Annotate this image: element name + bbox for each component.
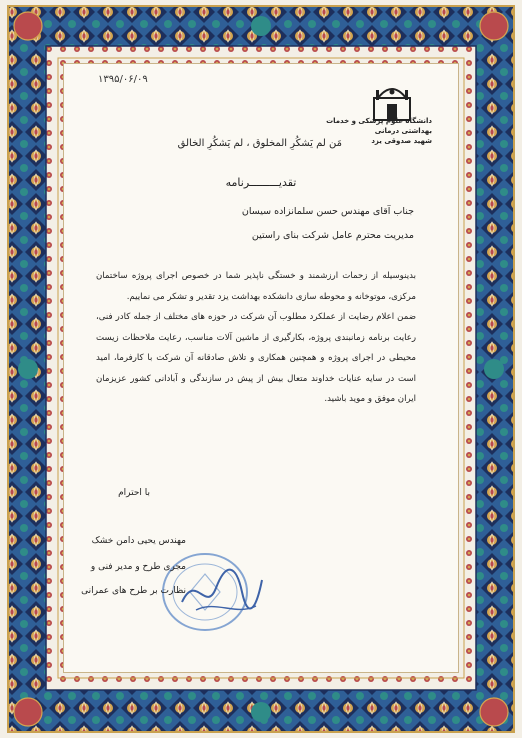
letter-title bbox=[0, 176, 522, 189]
letter-body bbox=[96, 266, 416, 410]
recipient-position: مدیریت محترم عامل شرکت بنای راستین bbox=[251, 230, 414, 241]
letter-paragraph: ضمن اعلام رضایت از عملکرد مطلوب آن شرکت در حوزه های مختلف از جمله کادر فنی، رعایت برنامه زمانبندی پروژه، بکارگیری از ماشین آلات مناسب، رعایت ملاحظات زیست محیطی در اجرای پروژه و همچنین همکاری و تلاش صادقانه آن شرکت با کارفرما، امید است در سایه عنایات خداوند متعال بیش از پیش در سازندگی و آبادانی کشور عزیزمان ایران موفق و موید باشید. bbox=[96, 312, 416, 404]
signer-name: مهندس یحیی دامن خشک bbox=[91, 536, 186, 546]
letter-title-text: تقدیـــــــــرنامه bbox=[225, 176, 297, 189]
closing-text: با احترام bbox=[118, 488, 150, 498]
header-quote: مَن لم یَشکُرِ المخلوق ، لم یَشکُرِ الخالق bbox=[177, 138, 342, 149]
letter-paragraph: بدینوسیله از زحمات ارزشمند و خستگی ناپذیر شما در خصوص اجرای پروژه ساختمان مرکزی، موتوخانه و محوطه سازی دانشکده بهداشت یزد تقدیر و تشکر می نماییم. bbox=[96, 271, 416, 302]
signature-icon bbox=[176, 552, 266, 622]
letter-date: ۱۳۹۵/۰۶/۰۹ bbox=[98, 74, 148, 85]
signer-title-line2: نظارت بر طرح های عمرانی bbox=[81, 586, 186, 596]
signer-title-line1: مجری طرح و مدیر فنی و bbox=[90, 562, 186, 572]
university-name-line2: شهید صدوقی یزد bbox=[371, 137, 432, 145]
recipient-name: جناب آقای مهندس حسن سلمانزاده سیسان bbox=[241, 206, 414, 217]
university-name-line1: دانشگاه علوم پزشکی و خدمات بهداشتی درمانی bbox=[326, 117, 432, 135]
